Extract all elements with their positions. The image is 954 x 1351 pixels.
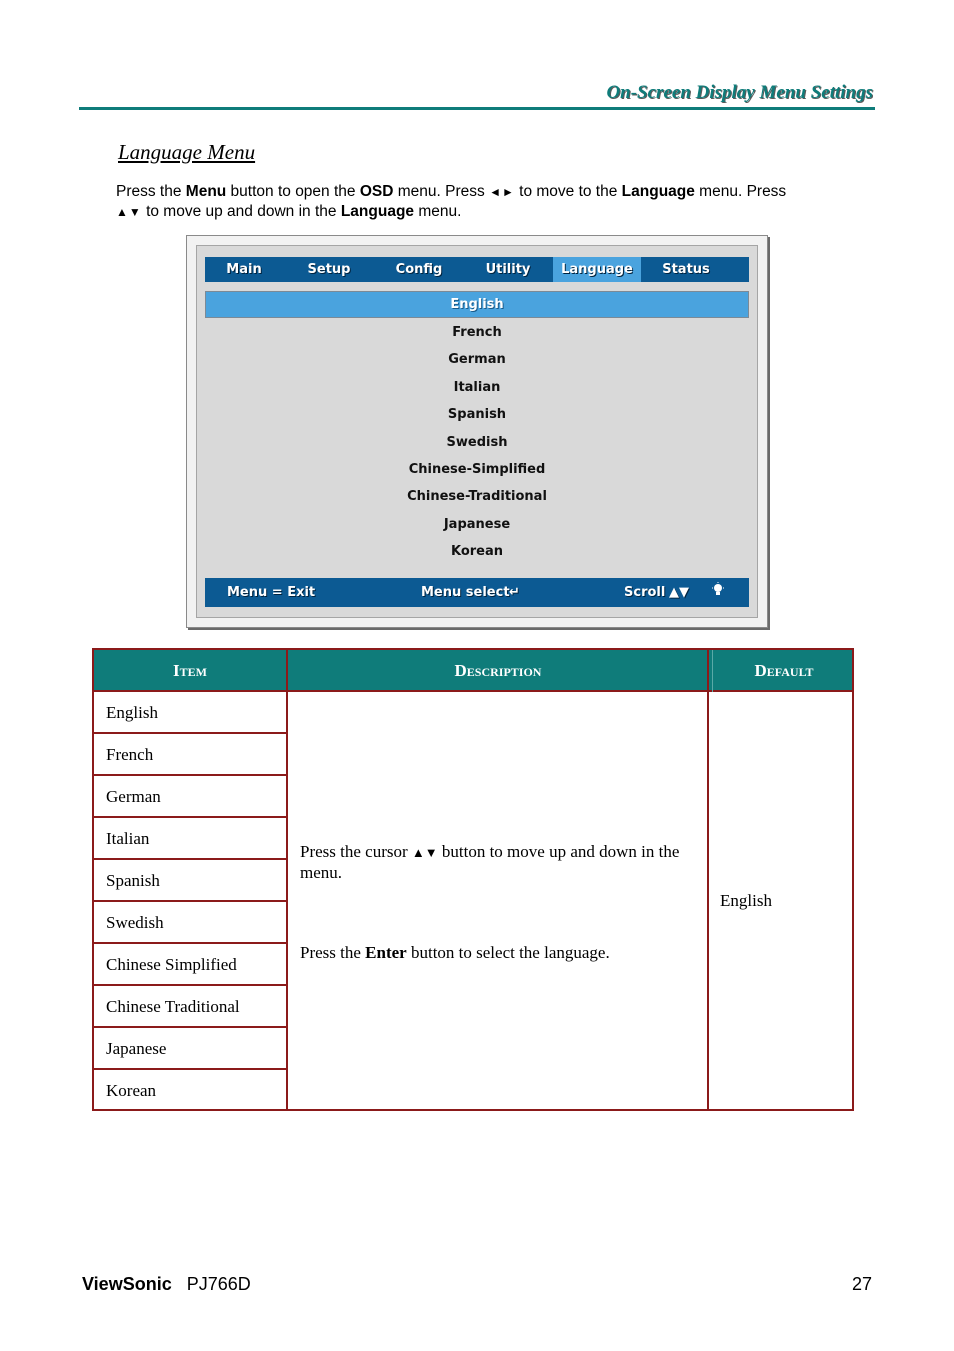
lightbulb-icon — [711, 578, 725, 607]
osd-item-french[interactable]: French — [452, 325, 502, 340]
table-row-item: Korean — [106, 1081, 157, 1100]
enter-icon: ↵ — [509, 585, 520, 600]
table-row-item: English — [94, 692, 286, 734]
osd-tab-config[interactable]: Config — [395, 262, 443, 277]
up-down-arrows-icon: ▲▼ — [411, 845, 438, 860]
header-description: Description — [454, 661, 542, 680]
osd-footer-select: Menu select — [421, 585, 510, 600]
table-row-item: German — [94, 776, 286, 818]
description-line-2: Press the Enter button to select the language. — [300, 943, 610, 962]
osd-item-swedish[interactable]: Swedish — [446, 434, 508, 450]
column-divider — [707, 650, 709, 1109]
osd-footer-exit: Menu = Exit — [227, 585, 316, 600]
osd-item-chinese-simplified[interactable]: Chinese-Simplified — [408, 461, 546, 477]
table-row-item: Chinese Simplified — [94, 944, 286, 986]
description-line-1: Press the cursor ▲▼ button to move up and down in the menu. — [300, 842, 680, 882]
default-cell: English — [720, 891, 772, 910]
header-default: Default — [754, 661, 814, 680]
osd-item-italian[interactable]: Italian — [453, 379, 501, 395]
osd-item-german[interactable]: German — [448, 352, 506, 368]
osd-item-english[interactable]: English — [205, 291, 749, 318]
osd-footer-scroll: Scroll — [624, 585, 666, 600]
header-divider — [712, 650, 713, 692]
section-title: Language Menu — [118, 140, 256, 164]
page-header-title: On-Screen Display Menu Settings — [606, 82, 873, 103]
left-right-arrows-icon: ◄► — [489, 185, 515, 199]
osd-tab-language[interactable]: Language — [553, 257, 641, 282]
header-item: Item — [173, 661, 207, 680]
osd-panel — [196, 245, 758, 618]
table-row-item: Japanese — [94, 1028, 286, 1070]
table-header-row — [94, 650, 852, 692]
osd-tab-main[interactable]: Main — [226, 262, 262, 277]
table-row-item: Spanish — [94, 860, 286, 902]
language-table — [92, 648, 854, 1111]
description-cell — [300, 842, 700, 963]
osd-tab-setup[interactable]: Setup — [307, 262, 351, 277]
osd-screenshot — [186, 235, 768, 628]
column-divider — [286, 650, 288, 1109]
osd-tab-utility[interactable]: Utility — [485, 262, 531, 277]
page-number: 27 — [851, 1274, 872, 1294]
header-rule — [79, 107, 875, 110]
osd-item-chinese-traditional[interactable]: Chinese-Traditional — [407, 489, 547, 505]
osd-footer-bar — [205, 578, 749, 607]
table-row-item: French — [94, 734, 286, 776]
osd-tab-bar — [205, 257, 749, 282]
osd-language-list — [205, 291, 749, 566]
intro-paragraph: Press the Menu button to open the OSD menu. Press ◄► to move to the Language menu. Press ▲▼ to move up and down in the Language menu. — [116, 183, 787, 220]
footer-brand: ViewSonic PJ766D — [82, 1274, 251, 1294]
up-down-arrows-icon: ▲▼ — [116, 205, 142, 219]
osd-item-japanese[interactable]: Japanese — [443, 516, 511, 532]
osd-item-korean[interactable]: Korean — [450, 544, 504, 560]
table-row-item: Swedish — [94, 902, 286, 944]
table-row-item: Chinese Traditional — [94, 986, 286, 1028]
up-down-triangle-icon: ▲▼ — [669, 585, 689, 600]
osd-item-spanish[interactable]: Spanish — [447, 407, 507, 423]
osd-tab-status[interactable]: Status — [662, 262, 710, 277]
table-row-item: Italian — [94, 818, 286, 860]
